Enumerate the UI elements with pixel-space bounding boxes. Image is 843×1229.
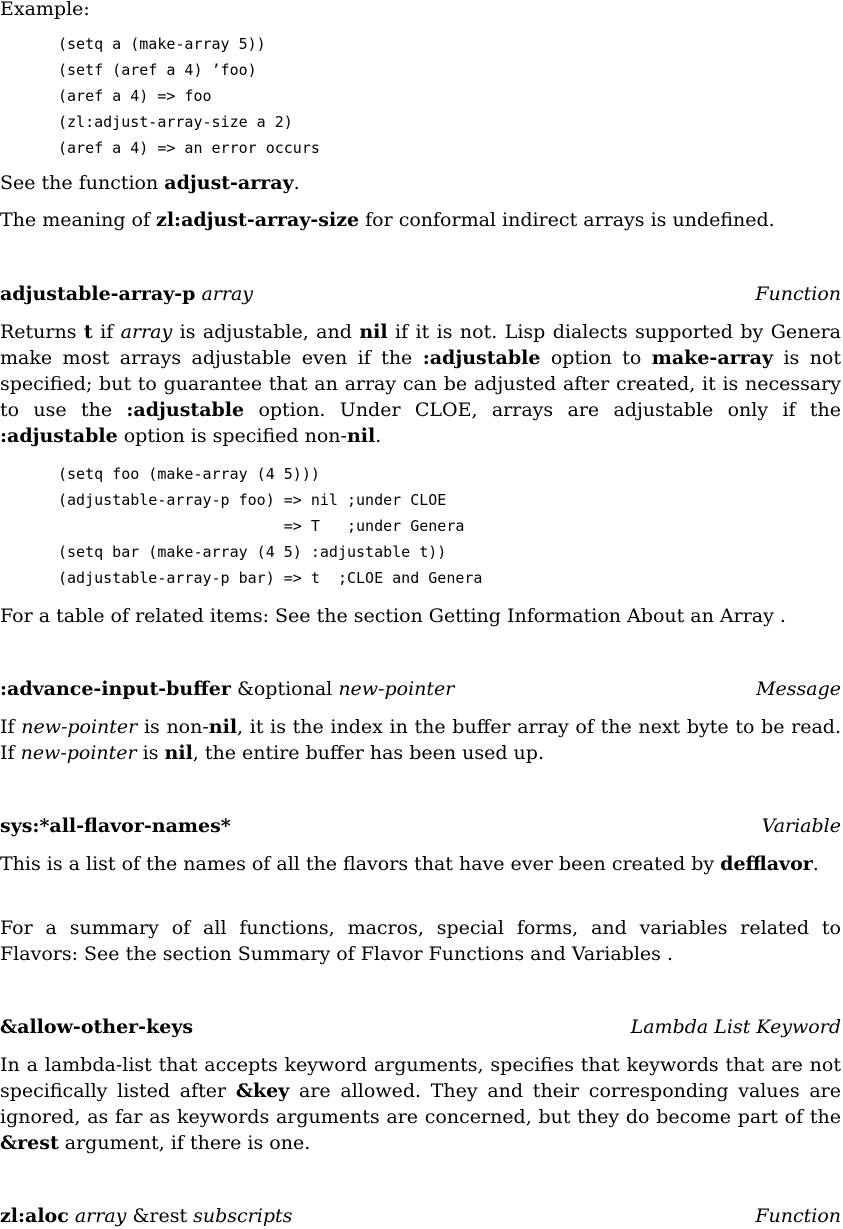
code-line: (zl:adjust-array-size a 2) bbox=[58, 113, 293, 131]
entry-args: array bbox=[201, 283, 254, 305]
entry-description: This is a list of the names of all the flavors that have ever been created by defflavor. bbox=[0, 853, 819, 875]
entry-args: subscripts bbox=[193, 1205, 293, 1227]
entry-type: Message bbox=[756, 678, 841, 700]
entry-name: &allow-other-keys bbox=[0, 1016, 194, 1038]
entry-header-allow-other-keys bbox=[0, 1014, 841, 1040]
entry-description: Returns t if array is adjustable, and nil if it is not. Lisp dialects supported by Genera make most arrays adjustable even if the :adjustable option to make-array is not specified; but to guarantee that an array can be adjusted after created, it is necessary to use the :adjustable option. Under CLOE, arrays are adjustable only if the :adjustable option is specified non-nil. bbox=[0, 321, 842, 447]
entry-type: Function bbox=[755, 1205, 841, 1227]
code-line: (setq foo (make-array (4 5))) bbox=[58, 465, 320, 483]
code-line: (setq bar (make-array (4 5) :adjustable t)) bbox=[58, 543, 447, 561]
function-ref: adjust-array bbox=[164, 172, 294, 194]
entry-keyword: &optional bbox=[236, 678, 333, 700]
entry-name: zl:aloc bbox=[0, 1205, 69, 1227]
related-items-paragraph: For a table of related items: See the section Getting Information About an Array . bbox=[0, 605, 786, 627]
entry-name: sys:*all-flavor-names* bbox=[0, 815, 231, 837]
see-also-paragraph: See the function adjust-array. bbox=[0, 172, 300, 194]
entry-args: array bbox=[74, 1205, 127, 1227]
code-line: (adjustable-array-p foo) => nil ;under CLOE bbox=[58, 491, 447, 509]
example-code bbox=[58, 31, 320, 161]
entry-type: Variable bbox=[761, 815, 841, 837]
entry-header-all-flavor-names bbox=[0, 813, 841, 839]
code-line: => T ;under Genera bbox=[58, 517, 465, 535]
code-line: (adjustable-array-p bar) => t ;CLOE and Genera bbox=[58, 569, 483, 587]
entry-description: In a lambda-list that accepts keyword arguments, specifies that keywords that are not specifically listed after &key are allowed. They and their corresponding values are ignored, as far as keywords arguments are concerned, but they do become part of the &rest argument, if there is one. bbox=[0, 1054, 841, 1154]
entry-type: Function bbox=[755, 283, 841, 305]
entry-header-advance-input-buffer bbox=[0, 676, 841, 702]
entry-description: If new-pointer is non-nil, it is the index in the buffer array of the next byte to be read. If new-pointer is nil, the entire buffer has been used up. bbox=[0, 716, 842, 764]
example-label: Example: bbox=[0, 0, 90, 20]
code-line: (aref a 4) => an error occurs bbox=[58, 139, 320, 157]
example-code bbox=[58, 461, 482, 591]
code-line: (setq a (make-array 5)) bbox=[58, 35, 266, 53]
entry-header-adjustable-array-p bbox=[0, 281, 841, 307]
entry-name: :advance-input-buffer bbox=[0, 678, 231, 700]
function-ref: zl:adjust-array-size bbox=[156, 209, 360, 231]
entry-name: adjustable-array-p bbox=[0, 283, 196, 305]
section-link[interactable]: Summary of Flavor Functions and Variables bbox=[237, 943, 661, 965]
code-line: (setf (aref a 4) ’foo) bbox=[58, 61, 257, 79]
summary-paragraph: For a summary of all functions, macros, special forms, and variables related to Flavors: See the section Summary of Flavor Functions and Variables . bbox=[0, 917, 841, 965]
entry-type: Lambda List Keyword bbox=[630, 1016, 841, 1038]
entry-args: new-pointer bbox=[338, 678, 455, 700]
section-link[interactable]: Getting Information About an Array bbox=[428, 605, 774, 627]
entry-keyword: &rest bbox=[132, 1205, 188, 1227]
meaning-paragraph: The meaning of zl:adjust-array-size for conformal indirect arrays is undefined. bbox=[0, 209, 775, 231]
code-line: (aref a 4) => foo bbox=[58, 87, 212, 105]
entry-header-aloc bbox=[0, 1203, 841, 1229]
